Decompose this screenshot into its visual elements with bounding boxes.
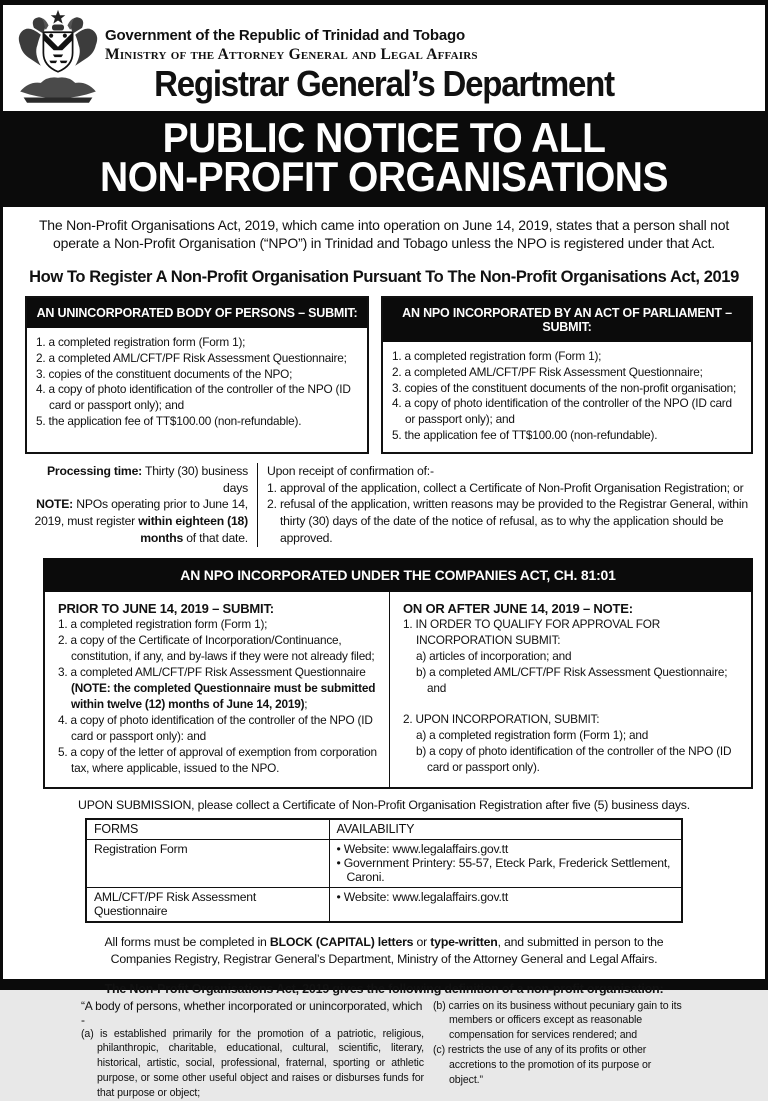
list-item: 1. IN ORDER TO QUALIFY FOR APPROVAL FOR INCORPORATION SUBMIT:: [403, 617, 661, 648]
note-text-end: of that date.: [183, 531, 248, 546]
definition-heading: The Non-Profit Organisations Act, 2019 gives the following definition of a non-profit organisation:: [104, 981, 664, 996]
list-subitem: a) articles of incorporation; and: [416, 649, 572, 664]
government-title: Government of the Republic of Trinidad and Tobago: [105, 27, 465, 44]
definition-intro: “A body of persons, whether incorporated or unincorporated, which -: [81, 998, 423, 1027]
companies-act-box: [43, 592, 753, 789]
table-cell-form: AML/CFT/PF Risk Assessment Questionnaire: [86, 887, 329, 922]
box-act-of-parliament-list: [383, 342, 751, 452]
section-heading-how-to-register: How To Register A Non-Profit Organisation Pursuant To The Non-Profit Organisations Act, 2019: [29, 267, 739, 286]
confirmation-outcomes: [258, 463, 753, 547]
notice-banner-line1: PUBLIC NOTICE TO ALL: [162, 115, 606, 162]
instruction-text: or: [413, 934, 431, 949]
list-subitem-continuation: and: [427, 681, 447, 696]
spacer: [403, 697, 741, 712]
upon-submission-note: UPON SUBMISSION, please collect a Certificate of Non-Profit Organisation Registration after five (5) business days.: [78, 797, 690, 812]
list-item: 2. a completed AML/CFT/PF Risk Assessment Questionnaire;: [392, 364, 703, 379]
list-item-text-end: ;: [304, 697, 308, 712]
list-item: 5. the application fee of TT$100.00 (non-refundable).: [392, 427, 658, 442]
instruction-bold: BLOCK (CAPITAL) letters: [269, 934, 414, 949]
instruction-text: , and submitted in person to the Companies Registry, Registrar General’s Department, Ministry of the Attorney General and Legal Affairs.: [110, 934, 664, 966]
list-item-text: 3. a completed AML/CFT/PF Risk Assessment Questionnaire: [58, 665, 366, 680]
government-lines: [105, 27, 478, 64]
intro-paragraph: The Non-Profit Organisations Act, 2019, which came into operation on June 14, 2019, states that a person shall not operate a Non-Profit Organisation (“NPO”) in Trinidad and Tobago unless the NPO is registered under that Act.: [38, 217, 730, 252]
list-item: 2. a copy of the Certificate of Incorporation/Continuance, constitution, if any, and by-laws if they were not already filed;: [58, 633, 375, 664]
list-subitem: b) a copy of photo identification of the controller of the NPO (ID card or passport only).: [416, 743, 732, 774]
definition-item-b: (b) carries on its business without pecuniary gain to its members or officers except as reasonable compensation for services rendered; and: [433, 999, 682, 1042]
availability-line: • Website: www.legalaffairs.gov.tt: [336, 889, 509, 904]
table-row: [86, 839, 682, 887]
definition-item-c: (c) restricts the use of any of its profits or other accretions to the promotion of its purpose or object.”: [433, 1044, 652, 1086]
notice-banner-line2: NON-PROFIT ORGANISATIONS: [100, 154, 668, 201]
companies-act-banner: AN NPO INCORPORATED UNDER THE COMPANIES ACT, CH. 81:01: [43, 558, 753, 592]
list-item: 4. a copy of photo identification of the controller of the NPO (ID card or passport only); and: [392, 396, 732, 427]
list-item: 2. a completed AML/CFT/PF Risk Assessment Questionnaire;: [36, 350, 347, 365]
box-unincorporated: [25, 296, 369, 454]
list-item: 1. approval of the application, collect a Certificate of Non-Profit Organisation Registration; or: [267, 480, 744, 495]
definition-item-a: (a) is established primarily for the promotion of a patriotic, religious, philanthropic, charitable, educational, cultural, scientific, literary, historical, artistic, social, professional, fraternal, sporting or athletic purpose, or some other useful object and raises or disburses funds for that purpose or object;: [81, 1027, 424, 1099]
list-item: 2. UPON INCORPORATION, SUBMIT:: [403, 712, 600, 727]
box-act-of-parliament-header: AN NPO INCORPORATED BY AN ACT OF PARLIAMENT – SUBMIT:: [383, 298, 751, 342]
table-cell-availability: [329, 839, 682, 887]
box-act-of-parliament: [381, 296, 753, 454]
table-header-availability: AVAILABILITY: [329, 819, 682, 840]
list-item: 5. a copy of the letter of approval of exemption from corporation tax, where applicable, issued to the NPO.: [58, 744, 377, 775]
ministry-title: Ministry of the Attorney General and Legal Affairs: [105, 46, 478, 63]
list-item-bold-note: (NOTE: the completed Questionnaire must be submitted within twelve (12) months of June 14, 2019): [71, 681, 376, 712]
list-item: [58, 665, 379, 713]
table-header-row: [86, 819, 682, 840]
companies-prior-column: [45, 592, 390, 787]
submission-boxes-row: [25, 296, 753, 454]
companies-after-column: [390, 592, 751, 787]
processing-time-note: [25, 463, 258, 547]
processing-time-label: Processing time:: [47, 463, 143, 478]
processing-time-section: [25, 463, 753, 547]
list-item: 1. a completed registration form (Form 1);: [58, 617, 268, 632]
list-item: 2. refusal of the application, written reasons may be provided to the Registrar General, within thirty (30) days of the date of the notice of refusal, as to why the application should be approved.: [267, 497, 748, 546]
list-item: 1. a completed registration form (Form 1);: [392, 348, 602, 363]
note-bold-text: within eighteen (18) months: [138, 514, 248, 546]
definition-right-column: [433, 999, 687, 1101]
availability-line: • Website: www.legalaffairs.gov.tt: [336, 841, 509, 856]
processing-time-value: Thirty (30) business days: [142, 463, 248, 495]
list-subitem: b) a completed AML/CFT/PF Risk Assessment Questionnaire;: [416, 665, 728, 680]
availability-line: • Government Printery: 55-57, Eteck Park, Frederick Settlement, Caroni.: [336, 855, 671, 884]
list-subitem: a) a completed registration form (Form 1); and: [416, 727, 649, 742]
forms-availability-table: [85, 818, 683, 923]
table-row: [86, 887, 682, 922]
table-header-forms: FORMS: [86, 819, 329, 840]
definition-left-column: [81, 999, 424, 1101]
table-cell-availability: [329, 887, 682, 922]
notice-banner: [3, 111, 765, 207]
notice-page: [3, 5, 765, 1099]
box-unincorporated-list: [27, 328, 367, 438]
list-item: 3. copies of the constituent documents of the NPO;: [36, 366, 293, 381]
box-unincorporated-header: AN UNINCORPORATED BODY OF PERSONS – SUBMIT:: [27, 298, 367, 328]
companies-after-header: ON OR AFTER JUNE 14, 2019 – NOTE:: [403, 600, 633, 616]
list-item: 1. a completed registration form (Form 1);: [36, 334, 246, 349]
table-cell-form: Registration Form: [86, 839, 329, 887]
list-item: 4. a copy of photo identification of the controller of the NPO (ID card or passport only); and: [36, 382, 351, 413]
definition-columns: [81, 999, 687, 1101]
completion-instructions: [104, 934, 664, 968]
page-title: Registrar General’s Department: [154, 63, 614, 104]
companies-prior-header: PRIOR TO JUNE 14, 2019 – SUBMIT:: [58, 600, 274, 616]
list-item: 3. copies of the constituent documents of the non-profit organisation;: [392, 380, 737, 395]
instruction-text: All forms must be completed in: [104, 934, 270, 949]
list-item: 5. the application fee of TT$100.00 (non-refundable).: [36, 413, 302, 428]
confirmation-intro: Upon receipt of confirmation of:-: [267, 463, 434, 478]
note-label: NOTE:: [36, 497, 74, 512]
document-header: [3, 5, 765, 111]
list-item: 4. a copy of photo identification of the controller of the NPO (ID card or passport only): and: [58, 712, 373, 743]
note-text: NPOs operating prior to June 14, 2019, must register: [34, 497, 248, 529]
instruction-bold: type-written: [430, 934, 498, 949]
